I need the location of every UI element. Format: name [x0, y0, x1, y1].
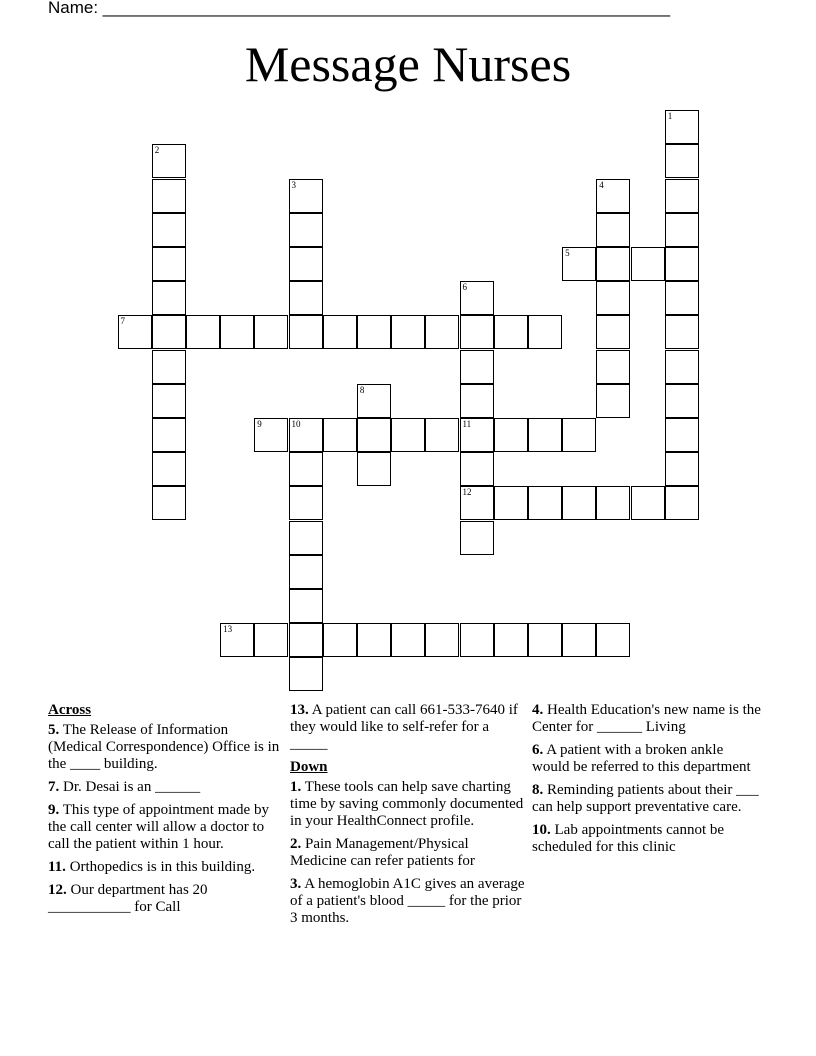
grid-cell[interactable]: [152, 315, 186, 349]
grid-cell[interactable]: [596, 281, 630, 315]
clue-down-3: 3. A hemoglobin A1C gives an average of a patient's blood _____ for the prior 3 months.: [290, 876, 525, 926]
clue-down-2: 2. Pain Management/Physical Medicine can refer patients for: [290, 836, 475, 869]
clue-across-13: 13. A patient can call 661-533-7640 if they would like to self-refer for a _____: [290, 702, 518, 752]
grid-cell[interactable]: [186, 315, 220, 349]
grid-cell[interactable]: [289, 623, 323, 657]
grid-cell[interactable]: [631, 247, 665, 281]
grid-cell[interactable]: [562, 623, 596, 657]
grid-cell[interactable]: [391, 418, 425, 452]
grid-cell[interactable]: [460, 418, 494, 452]
grid-cell[interactable]: [289, 452, 323, 486]
clue-across-5: 5. The Release of Information (Medical Correspondence) Office is in the ____ building.: [48, 722, 280, 772]
grid-cell[interactable]: [494, 623, 528, 657]
grid-cell[interactable]: [460, 486, 494, 520]
grid-cell[interactable]: [289, 521, 323, 555]
clue-number: 7: [120, 316, 125, 327]
across-heading: Across: [48, 702, 92, 718]
grid-cell[interactable]: [425, 418, 459, 452]
clue-number: 13: [223, 624, 233, 635]
grid-cell[interactable]: [289, 555, 323, 589]
clue-number: 12: [462, 487, 472, 498]
grid-cell[interactable]: [220, 315, 254, 349]
page-title: Message Nurses: [244, 36, 572, 92]
grid-cell[interactable]: [152, 247, 186, 281]
grid-cell[interactable]: [357, 384, 391, 418]
clue-down-6: 6. A patient with a broken ankle would be referred to this department: [532, 742, 751, 775]
grid-cell[interactable]: [152, 486, 186, 520]
grid-cell[interactable]: [665, 281, 699, 315]
grid-cell[interactable]: [665, 247, 699, 281]
grid-cell[interactable]: [562, 247, 596, 281]
grid-cell[interactable]: [596, 315, 630, 349]
grid-cell[interactable]: [528, 315, 562, 349]
grid-cell[interactable]: [460, 350, 494, 384]
clue-number: 1: [667, 111, 673, 122]
grid-cell[interactable]: [152, 144, 186, 178]
grid-cell[interactable]: [289, 657, 323, 691]
grid-cell[interactable]: [357, 315, 391, 349]
grid-cell[interactable]: [323, 418, 357, 452]
grid-cell[interactable]: [494, 315, 528, 349]
grid-cell[interactable]: [152, 384, 186, 418]
grid-cell[interactable]: [665, 144, 699, 178]
grid-cell[interactable]: [631, 486, 665, 520]
grid-cell[interactable]: [323, 315, 357, 349]
grid-cell[interactable]: [289, 247, 323, 281]
grid-cell[interactable]: [289, 589, 323, 623]
grid-cell[interactable]: [357, 452, 391, 486]
grid-cell[interactable]: [254, 315, 288, 349]
grid-cell[interactable]: [562, 486, 596, 520]
grid-cell[interactable]: [289, 315, 323, 349]
grid-cell[interactable]: [494, 418, 528, 452]
grid-cell[interactable]: [152, 213, 186, 247]
grid-cell[interactable]: [152, 179, 186, 213]
grid-cell[interactable]: [596, 623, 630, 657]
clue-number: 3: [291, 179, 296, 190]
grid-cell[interactable]: [152, 452, 186, 486]
grid-cell[interactable]: [152, 418, 186, 452]
down-heading: Down: [290, 759, 328, 775]
grid-cell[interactable]: [220, 623, 254, 657]
grid-cell[interactable]: [357, 623, 391, 657]
clues-column-1: [48, 702, 280, 922]
clue-across-12: 12. Our department has 20 ___________ for Call: [48, 882, 208, 915]
grid-cell[interactable]: [289, 179, 323, 213]
clue-down-4: 4. Health Education's new name is the Center for ______ Living: [532, 702, 761, 735]
grid-cell[interactable]: [460, 281, 494, 315]
grid-cell[interactable]: [425, 315, 459, 349]
clue-down-10: 10. Lab appointments cannot be scheduled for this clinic: [532, 822, 725, 855]
clue-number: 2: [154, 145, 160, 156]
grid-cell[interactable]: [460, 623, 494, 657]
grid-cell[interactable]: [665, 213, 699, 247]
grid-cell[interactable]: [460, 521, 494, 555]
grid-cell[interactable]: [391, 315, 425, 349]
name-field-label: Name: ____________________________________________________________: [48, 0, 671, 17]
grid-cell[interactable]: [289, 213, 323, 247]
grid-cell[interactable]: [323, 623, 357, 657]
clue-across-7: 7. Dr. Desai is an ______: [48, 779, 201, 795]
grid-cell[interactable]: [528, 418, 562, 452]
grid-cell[interactable]: [152, 350, 186, 384]
grid-cell[interactable]: [596, 350, 630, 384]
grid-cell[interactable]: [596, 213, 630, 247]
grid-cell[interactable]: [665, 315, 699, 349]
clue-across-11: 11. Orthopedics is in this building.: [48, 859, 256, 875]
grid-cell[interactable]: [562, 418, 596, 452]
grid-cell[interactable]: [596, 486, 630, 520]
grid-cell[interactable]: [665, 384, 699, 418]
grid-cell[interactable]: [528, 623, 562, 657]
clue-down-8: 8. Reminding patients about their ___ can help support preventative care.: [532, 782, 759, 815]
grid-cell[interactable]: [289, 486, 323, 520]
grid-cell[interactable]: [665, 418, 699, 452]
clue-number: 9: [257, 418, 262, 429]
grid-cell[interactable]: [460, 315, 494, 349]
clue-number: 5: [565, 247, 570, 258]
grid-cell[interactable]: [357, 418, 391, 452]
grid-cell[interactable]: [528, 486, 562, 520]
grid-cell[interactable]: [665, 179, 699, 213]
grid-cell[interactable]: [254, 418, 288, 452]
grid-cell[interactable]: [665, 486, 699, 520]
grid-cell[interactable]: [460, 384, 494, 418]
clues-column-2: [290, 702, 526, 933]
clues-column-3: [532, 702, 762, 862]
grid-cell[interactable]: [596, 247, 630, 281]
clue-number: 10: [291, 418, 301, 429]
grid-cell[interactable]: [665, 350, 699, 384]
clue-number: 6: [462, 282, 467, 293]
grid-cell[interactable]: [596, 179, 630, 213]
grid-cell[interactable]: [494, 486, 528, 520]
clue-number: 11: [462, 418, 472, 429]
grid-cell[interactable]: [665, 452, 699, 486]
clue-across-9: 9. This type of appointment made by the call center will allow a doctor to call the patient within 1 hour.: [48, 802, 269, 852]
grid-cell[interactable]: [152, 281, 186, 315]
clue-number: 4: [599, 179, 604, 190]
grid-cell[interactable]: [596, 384, 630, 418]
clue-number: 8: [359, 384, 365, 395]
grid-cell[interactable]: [289, 281, 323, 315]
grid-cell[interactable]: [118, 315, 152, 349]
clue-down-1: 1. These tools can help save charting time by saving commonly documented in your HealthConnect profile.: [290, 779, 524, 829]
grid-cell[interactable]: [425, 623, 459, 657]
grid-cell[interactable]: [460, 452, 494, 486]
grid-cell[interactable]: [391, 623, 425, 657]
grid-cell[interactable]: [665, 110, 699, 144]
grid-cell[interactable]: [254, 623, 288, 657]
grid-cell[interactable]: [289, 418, 323, 452]
